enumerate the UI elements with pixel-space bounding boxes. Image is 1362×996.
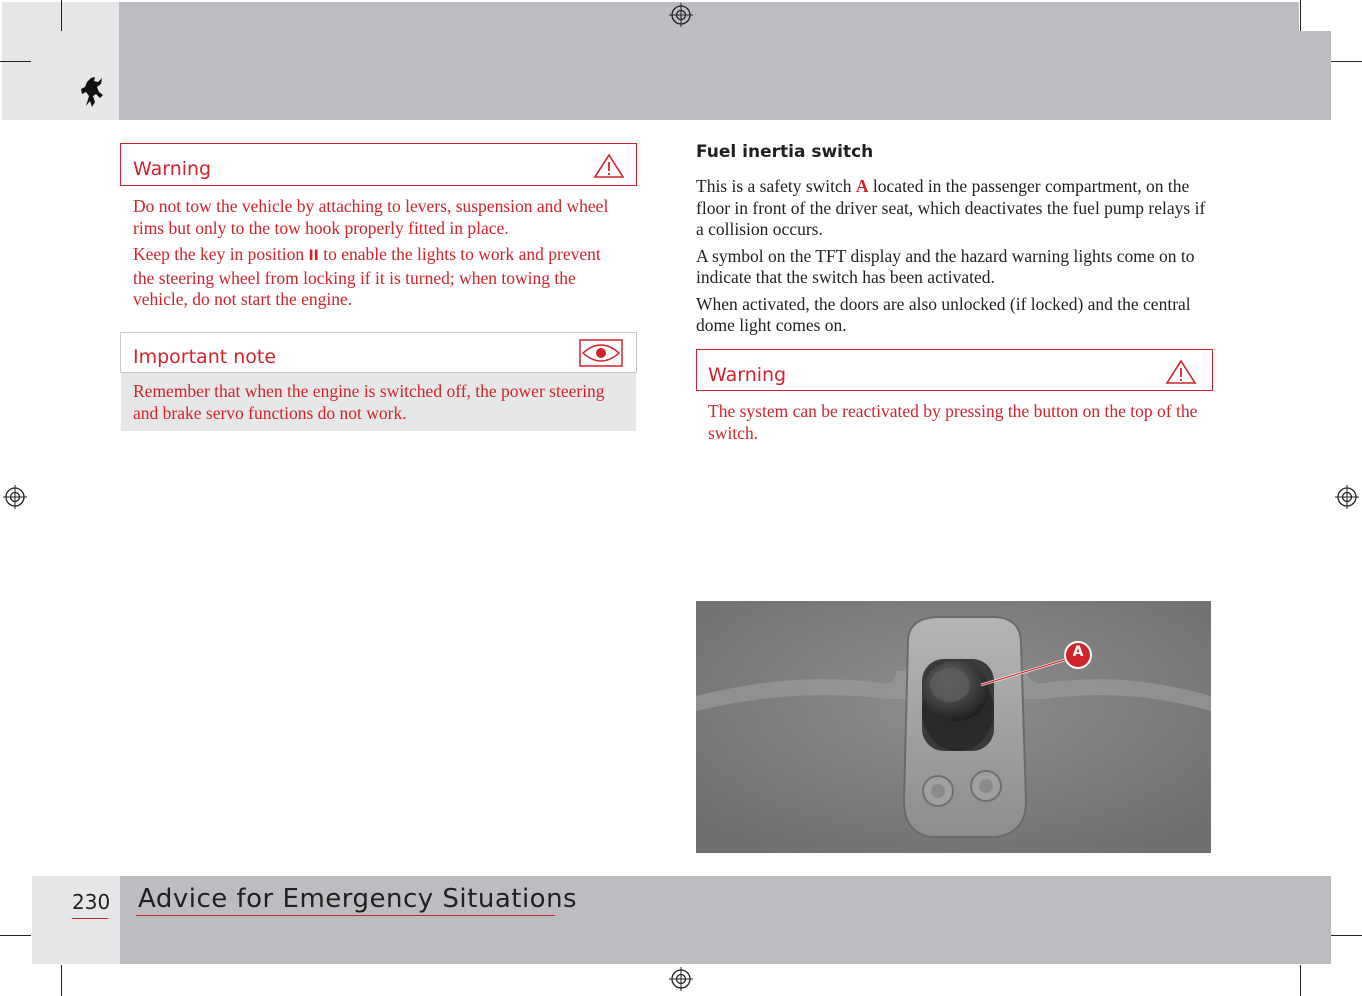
section-title-underline — [136, 915, 555, 916]
warning-paragraph-text: to enable the lights to work and prevent the steering wheel from locking if it is turned; when towing the vehicle, do not start the engine. — [133, 244, 601, 309]
crop-mark — [1331, 61, 1362, 62]
crop-mark — [1331, 935, 1362, 936]
warning-triangle-icon — [1165, 359, 1197, 385]
important-note-title: Important note — [133, 346, 277, 368]
warning-paragraph-text: Keep the key in position — [133, 244, 309, 264]
eye-icon — [579, 339, 623, 367]
warning-title: Warning — [708, 364, 787, 386]
figure-callout-label: A — [1072, 644, 1084, 660]
registration-mark-icon — [669, 3, 693, 27]
warning-text: The system can be reactivated by pressing the button on the top of the switch. — [708, 401, 1198, 443]
registration-mark-icon — [1335, 485, 1359, 509]
body-paragraph: When activated, the doors are also unlocked (if locked) and the central dome light comes on. — [696, 293, 1191, 335]
body-paragraph — [696, 176, 1216, 241]
warning-header — [696, 349, 1213, 391]
crop-mark — [1300, 0, 1301, 31]
warning-text — [133, 196, 623, 311]
important-note-header — [120, 332, 637, 373]
callout-reference: A — [855, 176, 869, 196]
crop-mark — [0, 61, 31, 62]
crop-mark — [61, 965, 62, 996]
prancing-horse-logo — [78, 74, 106, 108]
page-number: 230 — [72, 890, 111, 914]
header-band-right — [1299, 31, 1331, 120]
warning-triangle-icon — [593, 153, 625, 179]
important-note-body — [121, 373, 636, 431]
page-number-underline — [72, 918, 108, 919]
section-title: Advice for Emergency Situations — [138, 884, 578, 914]
body-paragraph-text: This is a safety switch — [696, 176, 856, 196]
warning-title: Warning — [133, 158, 212, 180]
body-paragraph: A symbol on the TFT display and the hazard warning lights come on to indicate that the switch has been activated. — [696, 245, 1195, 287]
important-note-text: Remember that when the engine is switched off, the power steering and brake servo functions do not work. — [133, 381, 605, 423]
header-band — [119, 2, 1299, 120]
section-heading: Fuel inertia switch — [696, 142, 874, 162]
warning-paragraph — [133, 244, 623, 311]
warning-header — [120, 143, 637, 186]
warning-paragraph: Do not tow the vehicle by attaching to levers, suspension and wheel rims but only to the tow hook properly fitted in place. — [133, 196, 609, 238]
body-text — [696, 176, 1216, 337]
crop-mark — [0, 935, 31, 936]
fuel-inertia-switch-photo — [696, 601, 1211, 853]
registration-mark-icon — [669, 967, 693, 991]
body-paragraph-text: located in the passenger compartment, on the floor in front of the driver seat, which deactivates the fuel pump relays if a collision occurs. — [696, 176, 1206, 239]
key-position-label: II — [308, 248, 319, 264]
crop-mark — [61, 0, 62, 31]
registration-mark-icon — [3, 485, 27, 509]
crop-mark — [1300, 965, 1301, 996]
